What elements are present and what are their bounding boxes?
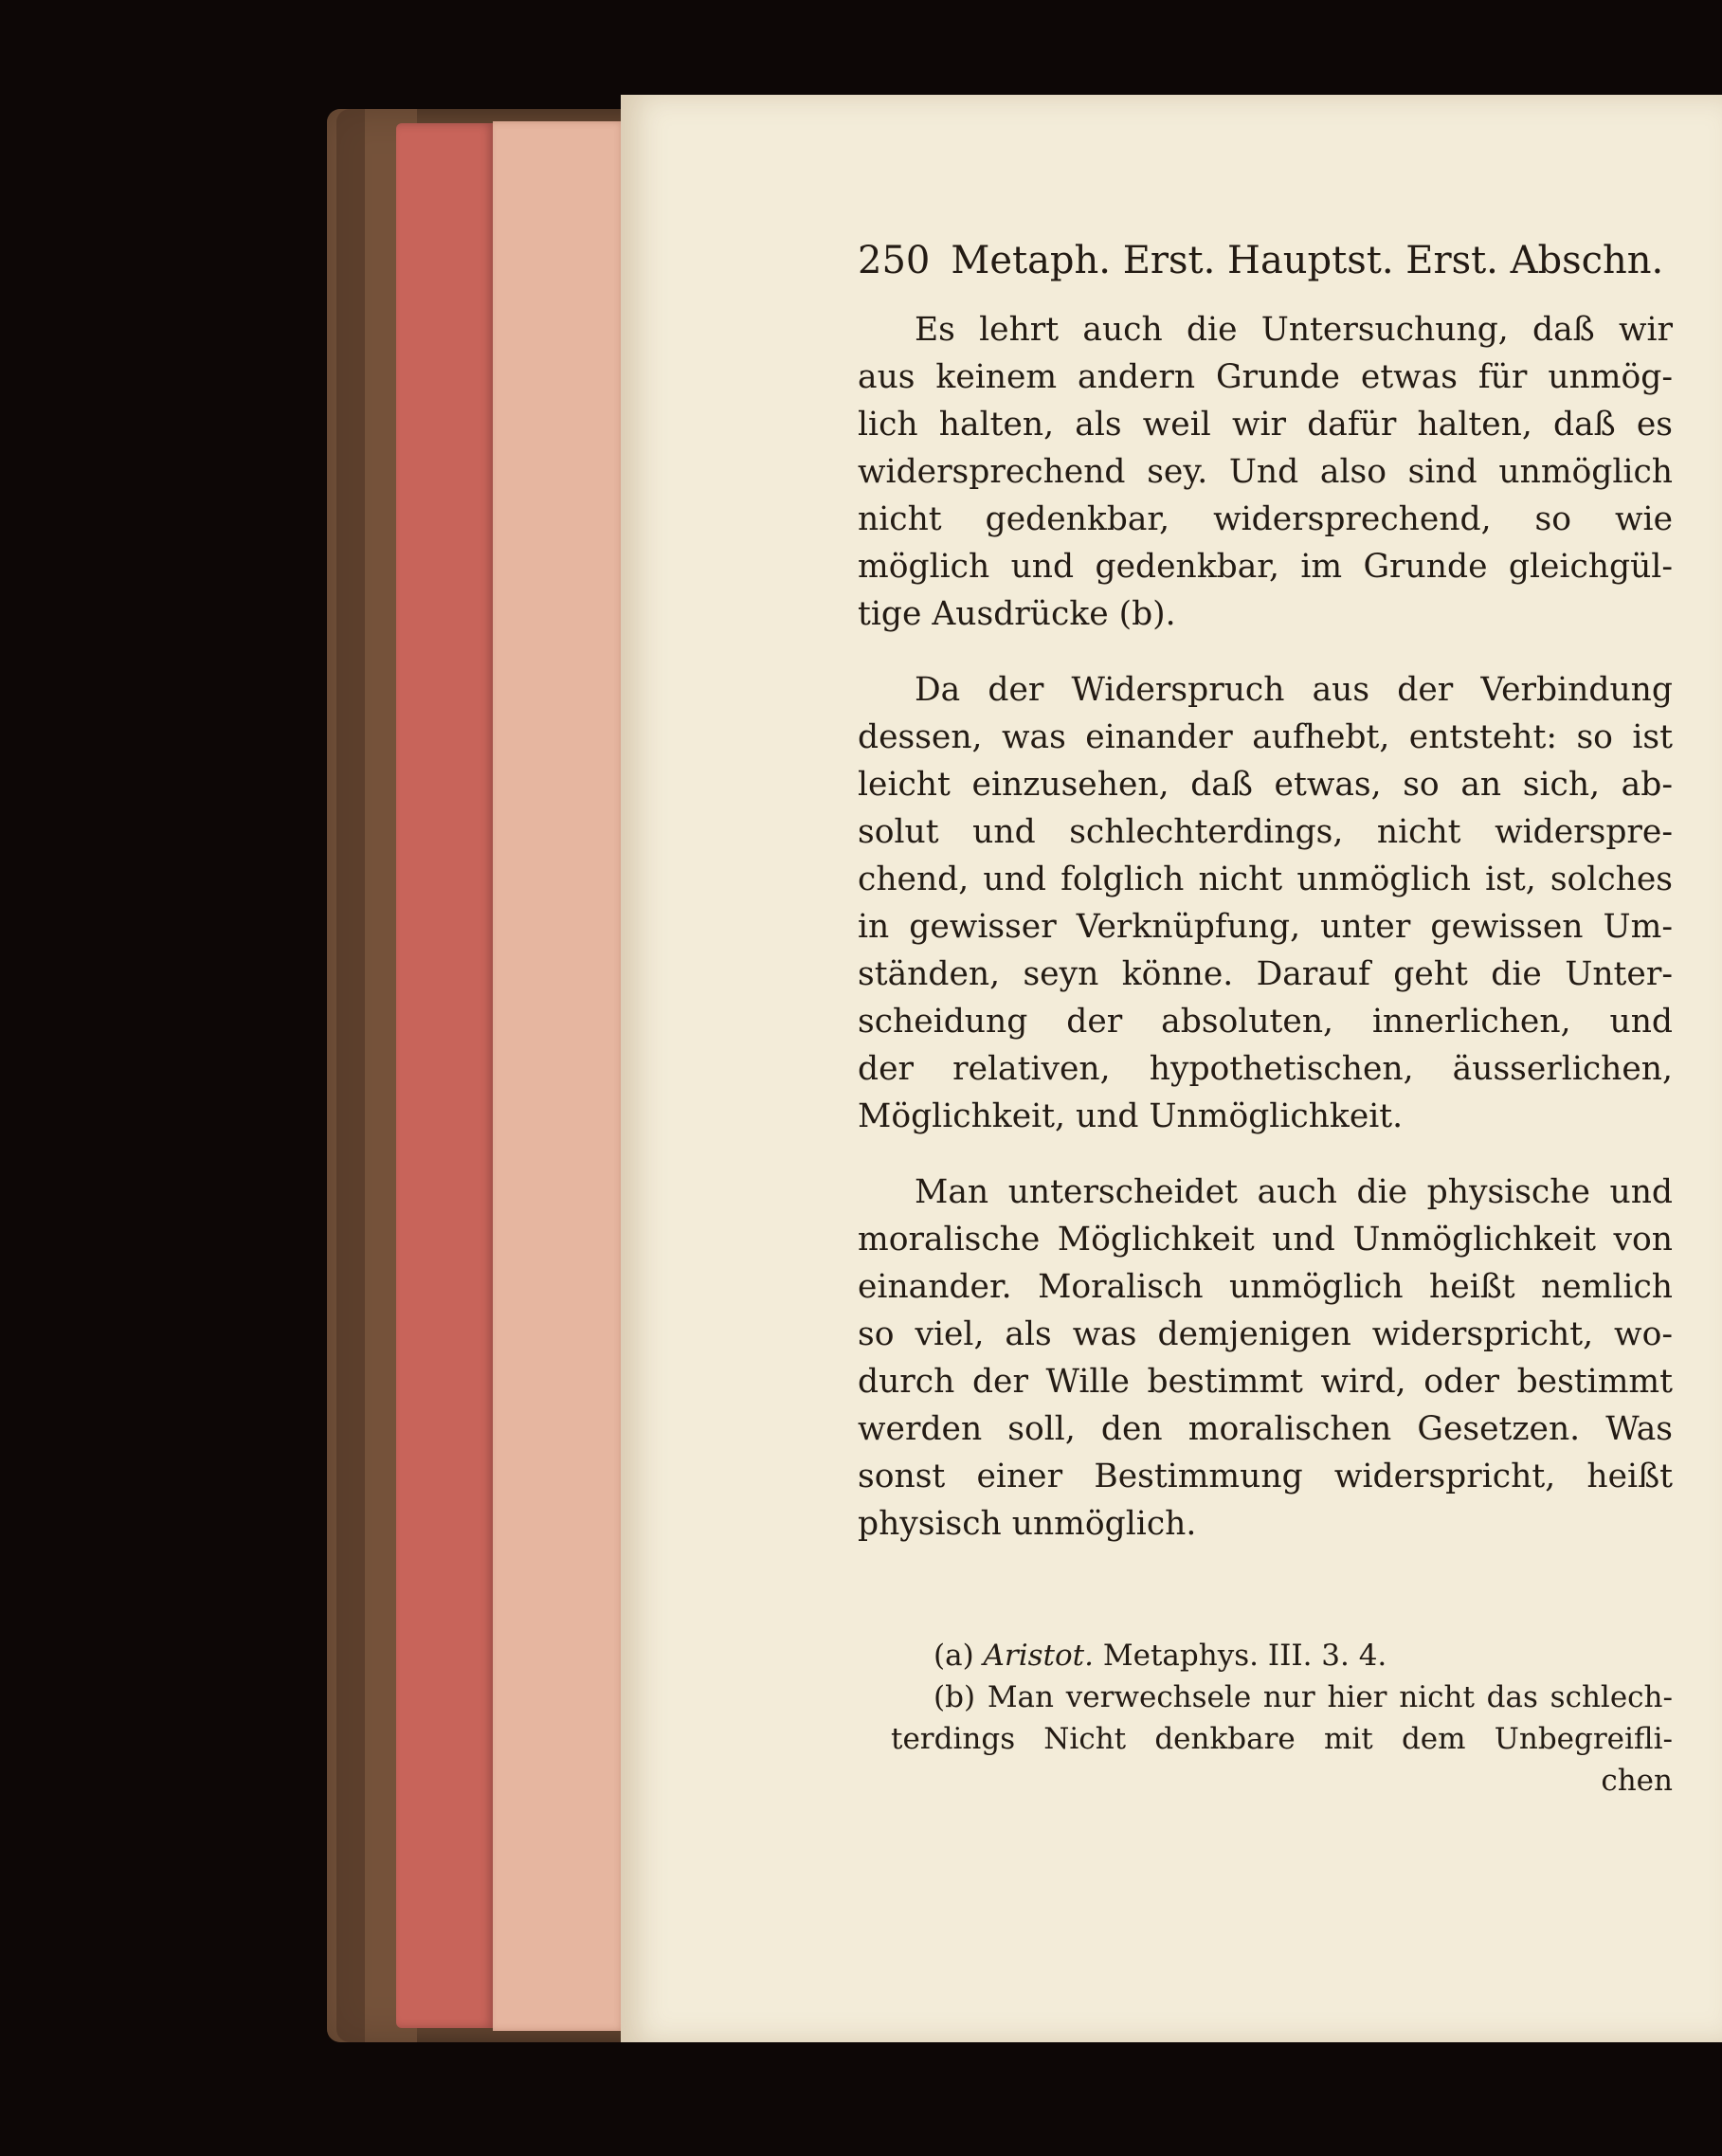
text-line: Da der Widerspruch aus der Verbindung [915, 671, 1673, 709]
text-line: der relativen, hypothetischen, äusserlichen, [858, 1050, 1673, 1088]
text-line: leicht einzusehen, daß etwas, so an sich, ab- [858, 766, 1673, 804]
footnotes [858, 1635, 1673, 1802]
red-page-edges [396, 123, 496, 2028]
text-line: tige Ausdrücke (b). [858, 595, 1176, 633]
text-line: einander. Moralisch unmöglich heißt nemlich [858, 1268, 1673, 1306]
text-line: so viel, als was demjenigen widerspricht, wo- [858, 1315, 1673, 1353]
text-line: physisch unmöglich. [858, 1505, 1197, 1543]
footnote-b [858, 1676, 1673, 1718]
text-line: nicht gedenkbar, widersprechend, so wie [858, 500, 1673, 538]
text-line: sonst einer Bestimmung widerspricht, heißt [858, 1458, 1673, 1495]
paragraph-1 [858, 306, 1673, 638]
running-head-title: Metaph. Erst. Hauptst. Erst. Abschn. [951, 239, 1664, 282]
paragraph-2 [858, 666, 1673, 1140]
cover-shadow [336, 109, 365, 2042]
text-line: solut und schlechterdings, nicht widerspre- [858, 813, 1673, 851]
running-head [858, 232, 1673, 289]
footnote-mark: (a) [934, 1639, 974, 1673]
footnote-a [858, 1635, 1673, 1676]
text-line: chend, und folglich nicht unmöglich ist, solches [858, 861, 1673, 898]
footnote-text: Metaphys. III. 3. 4. [1102, 1639, 1387, 1673]
paragraph-3 [858, 1169, 1673, 1548]
page-number: 250 [858, 239, 931, 282]
text-line: scheidung der absoluten, innerlichen, und [858, 1003, 1673, 1041]
text-line: werden soll, den moralischen Gesetzen. Was [858, 1410, 1673, 1448]
page-text [858, 232, 1673, 1576]
catchword: chen [1601, 1764, 1673, 1798]
footnote-line: terdings Nicht denkbare mit dem Unbegreifli- [891, 1722, 1673, 1756]
footnote-author: Aristot. [983, 1639, 1094, 1673]
text-line: möglich und gedenkbar, im Grunde gleichgül- [858, 548, 1673, 586]
text-line: aus keinem andern Grunde etwas für unmög- [858, 358, 1673, 396]
text-line: dessen, was einander aufhebt, entsteht: so ist [858, 718, 1673, 756]
text-line: Man unterscheidet auch die physische und [915, 1173, 1673, 1211]
text-line: in gewisser Verknüpfung, unter gewissen Um- [858, 908, 1673, 946]
text-line: widersprechend sey. Und also sind unmöglich [858, 453, 1673, 491]
text-line: Es lehrt auch die Untersuchung, daß wir [915, 311, 1673, 349]
text-line: lich halten, als weil wir dafür halten, daß es [858, 406, 1673, 444]
text-line: ständen, seyn könne. Darauf geht die Unter- [858, 955, 1673, 993]
text-line: durch der Wille bestimmt wird, oder bestimmt [858, 1363, 1673, 1401]
footnote-text: Man verwechsele nur hier nicht das schlech- [987, 1680, 1673, 1714]
text-line: moralische Möglichkeit und Unmöglichkeit von [858, 1221, 1673, 1259]
text-line: Möglichkeit, und Unmöglichkeit. [858, 1097, 1404, 1135]
footnote-mark: (b) [934, 1680, 976, 1714]
page-stack [493, 121, 625, 2031]
